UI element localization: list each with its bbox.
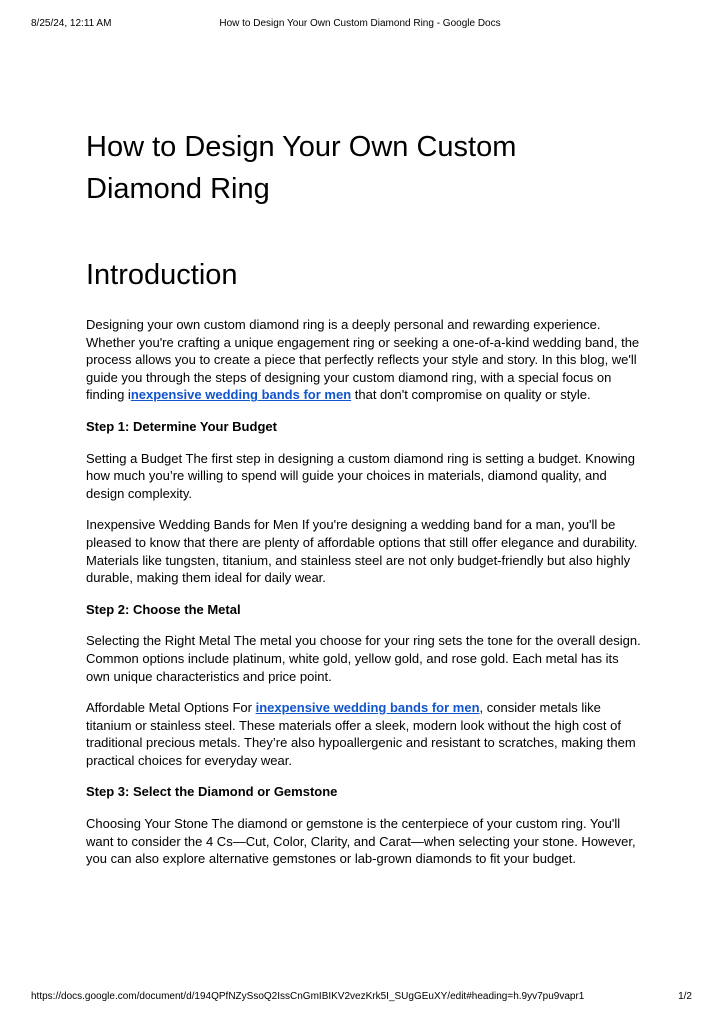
intro-text: Designing your own custom diamond ring is a deeply personal and rewarding experience. Whether you're crafting a unique engagement ring or seeking a one-of-a-kind wedding band, the process allows you to create a piece that perfectly reflects your style and story. In this blog, we'll guide you through the steps of designing your custom diamond ring, with a special focus on finding i [86,317,640,403]
step2-options-text: Affordable Metal Options For [86,700,256,716]
step3-paragraph-stone: Choosing Your Stone The diamond or gemstone is the centerpiece of your custom ring. You'll want to consider the 4 Cs—Cut, Color, Clarity, and Carat—when selecting your stone. However, you can also explore alternative gemstones or lab-grown diamonds to fit your budget. [86,816,636,867]
intro-text-end: that don't compromise on quality or style. [351,387,591,403]
print-date: 8/25/24, 12:11 AM [31,18,112,29]
step1-paragraph-budget: Setting a Budget The first step in designing a custom diamond ring is setting a budget. Knowing how much you’re willing to spend will guide your choices in materials, diamond quality, and design complexity. [86,450,635,501]
step2-heading: Step 2: Choose the Metal [86,601,241,617]
step1-heading: Step 1: Determine Your Budget [86,418,277,434]
introduction-heading: Introduction [86,259,238,291]
step2-link-wedding-bands[interactable]: inexpensive wedding bands for men [255,700,480,716]
step2-options-text-end: , consider metals like titanium or stainless steel. These materials offer a sleek, modern look without the high cost of traditional precious metals. They’re also hypoallergenic and resistant to scratches, making them practical choices for everyday wear. [86,700,636,768]
document-title [86,126,646,210]
print-url: https://docs.google.com/document/d/194QPfNZySsoQ2IssCnGmIBIKV2vezKrk5I_SUgGEuXY/edit#heading=h.9yv7pu9vapr1 [31,991,585,1002]
document-title-line1: How to Design Your Own Custom [86,131,517,163]
print-header [0,17,720,31]
step2-paragraph-metal: Selecting the Right Metal The metal you choose for your ring sets the tone for the overall design. Common options include platinum, white gold, yellow gold, and rose gold. Each metal has its own unique characteristics and price point. [86,633,641,684]
step3-heading: Step 3: Select the Diamond or Gemstone [86,784,338,800]
intro-paragraph [86,316,646,404]
intro-link-wedding-bands[interactable]: nexpensive wedding bands for men [130,387,352,403]
step1-paragraph-bands: Inexpensive Wedding Bands for Men If you're designing a wedding band for a man, you'll be pleased to know that there are plenty of affordable options that still offer elegance and durability. Materials like tungsten, titanium, and stainless steel are not only budget-friendly but also highly durable, making them ideal for daily wear. [86,517,638,586]
print-title: How to Design Your Own Custom Diamond Ring - Google Docs [219,18,501,29]
document-body [86,126,646,868]
document-title-line2: Diamond Ring [86,173,270,205]
print-footer [0,990,720,1004]
page-number: 1/2 [678,991,692,1002]
step2-paragraph-options [86,699,646,769]
